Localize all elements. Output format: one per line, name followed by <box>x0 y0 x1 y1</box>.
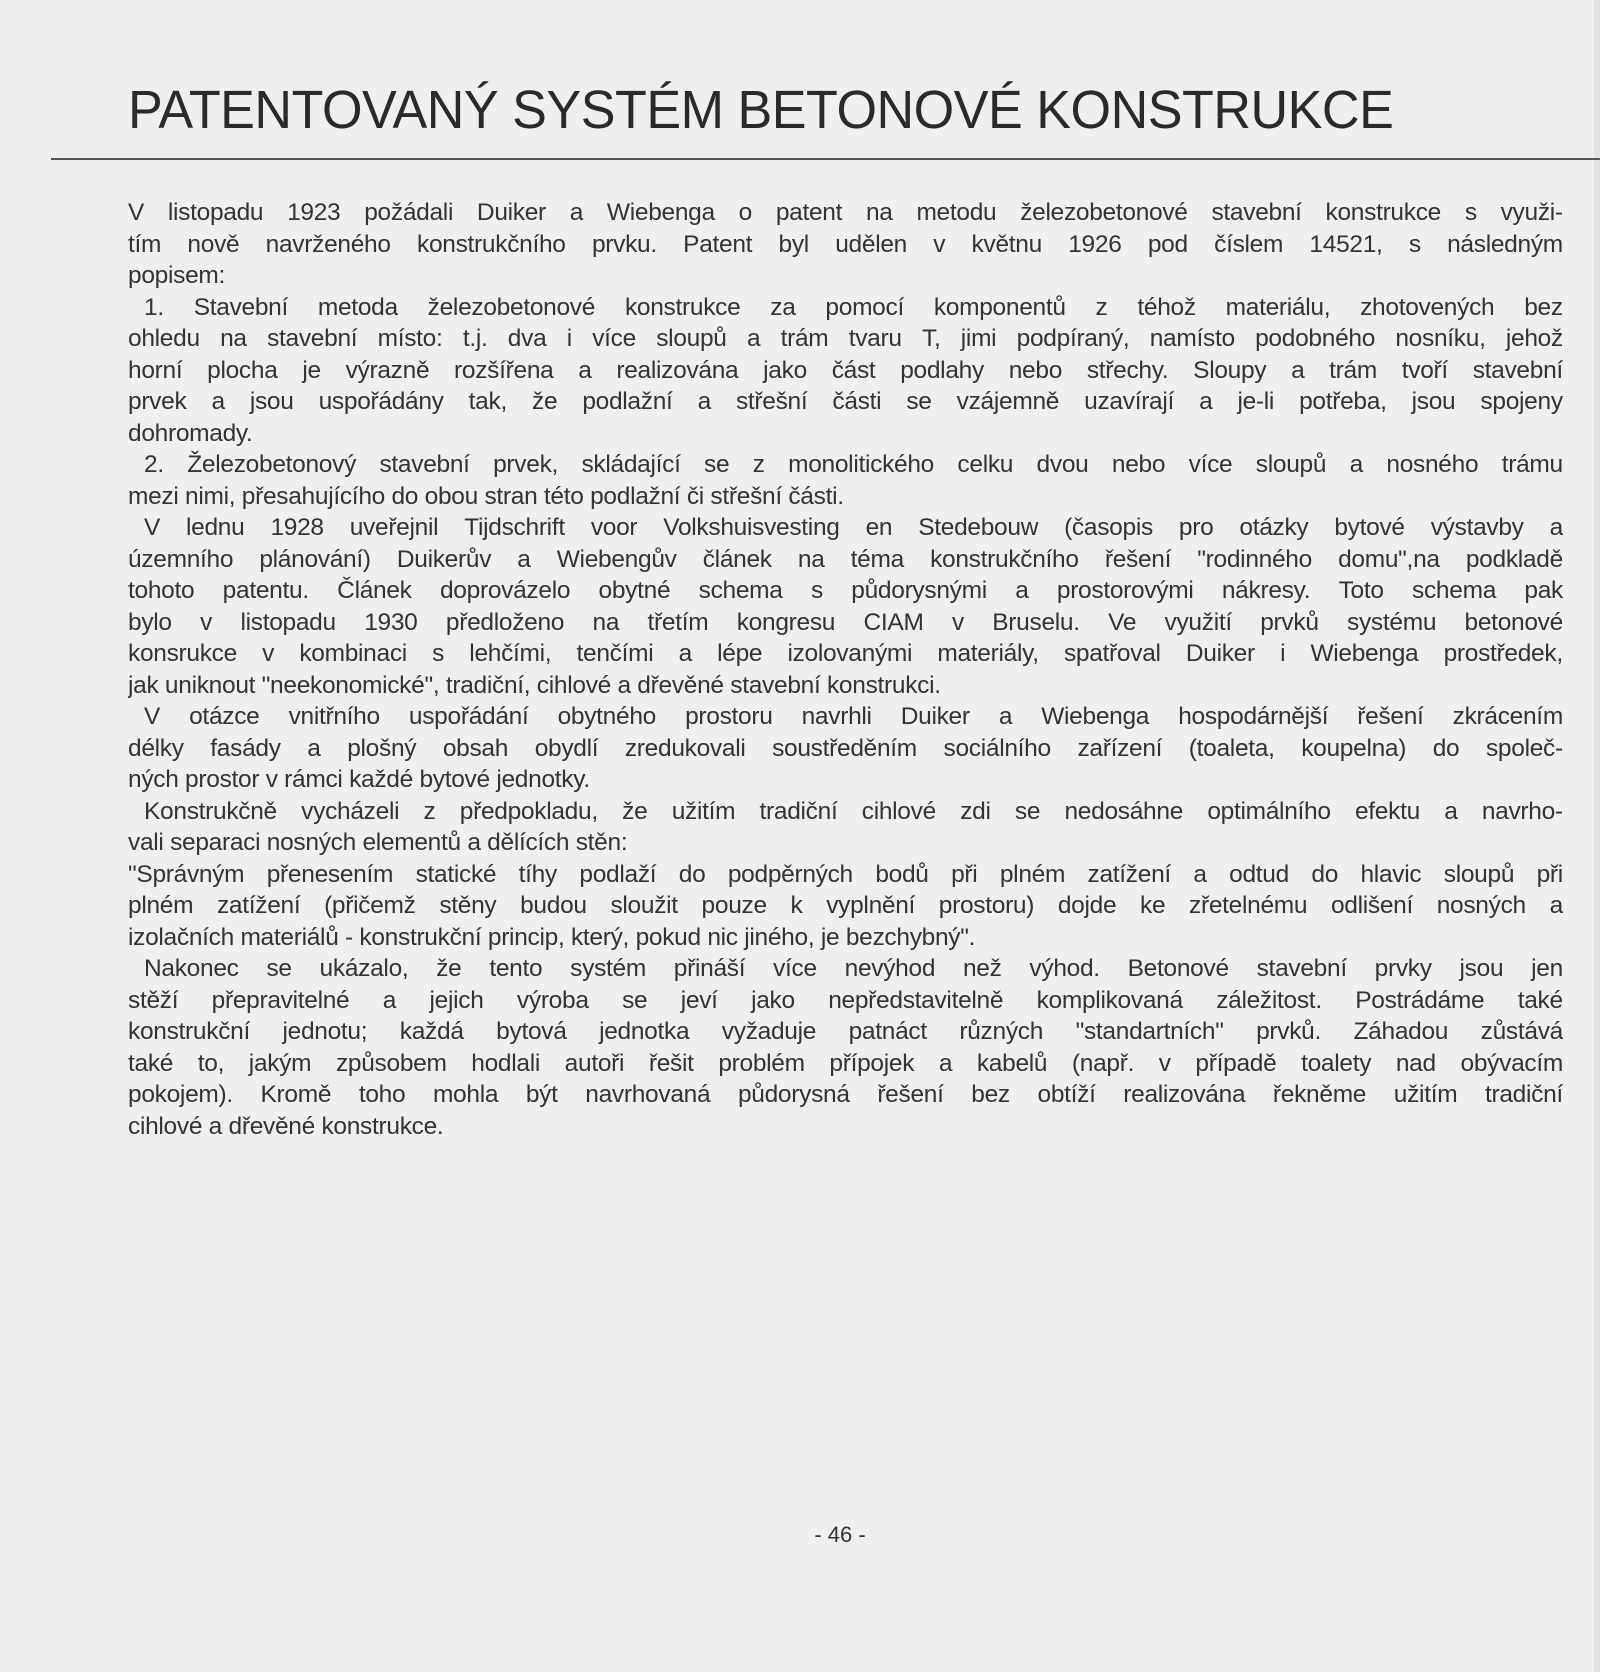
body-line: bylo v listopadu 1930 předloženo na třetím kongresu CIAM v Bruselu. Ve využití prvků systému betonové <box>128 608 1563 636</box>
page-title: PATENTOVANÝ SYSTÉM BETONOVÉ KONSTRUKCE <box>128 80 1394 140</box>
body-line: délky fasády a plošný obsah obydlí zredukovali soustředěním sociálního zařízení (toaleta, koupelna) do společ- <box>128 734 1563 762</box>
article-body <box>128 197 1563 1142</box>
body-line: 1. Stavební metoda železobetonové konstrukce za pomocí komponentů z téhož materiálu, zhotovených bez <box>144 293 1563 321</box>
body-line: cihlové a dřevěné konstrukce. <box>128 1112 444 1140</box>
body-line: mezi nimi, přesahujícího do obou stran této podlažní či střešní části. <box>128 482 844 510</box>
body-line: ných prostor v rámci každé bytové jednotky. <box>128 766 590 793</box>
body-line: územního plánování) Duikerův a Wiebengův článek na téma konstrukčního řešení "rodinného domu",na podkladě <box>128 545 1563 573</box>
page-number: - 46 - <box>814 1522 866 1547</box>
body-line: "Správným přenesením statické tíhy podlaží do podpěrných bodů při plném zatížení a odtud do hlavic sloupů při <box>128 860 1563 888</box>
body-line: 2. Železobetonový stavební prvek, skládající se z monolitického celku dvou nebo více sloupů a nosného trámu <box>144 451 1563 478</box>
body-line: Nakonec se ukázalo, že tento systém přináší více nevýhod než výhod. Betonové stavební prvky jsou jen <box>144 955 1563 982</box>
body-line: popisem: <box>128 262 226 289</box>
body-line: stěží přepravitelné a jejich výroba se jeví jako nepředstavitelně komplikovaná záležitost. Postrádáme také <box>128 986 1563 1014</box>
body-line: izolačních materiálů - konstrukční princip, který, pokud nic jiného, je bezchybný". <box>128 923 976 951</box>
body-line: V otázce vnitřního uspořádání obytného prostoru navrhli Duiker a Wiebenga hospodárnější řešení zkrácením <box>144 703 1563 730</box>
body-line: dohromady. <box>128 419 253 447</box>
body-line: tím nově navrženého konstrukčního prvku. Patent byl udělen v květnu 1926 pod číslem 14521, s následným <box>128 230 1563 258</box>
body-line: Konstrukčně vycházeli z předpokladu, že užitím tradiční cihlové zdi se nedosáhne optimálního efektu a navrho- <box>144 797 1563 825</box>
body-line: tohoto patentu. Článek doprovázelo obytné schema s půdorysnými a prostorovými nákresy. Toto schema pak <box>128 577 1563 604</box>
body-line: horní plocha je výrazně rozšířena a realizována jako část podlahy nebo střechy. Sloupy a trám tvoří stavební <box>128 356 1563 384</box>
body-line: konsrukce v kombinaci s lehčími, tenčími a lépe izolovanými materiály, spatřoval Duiker i Wiebenga prostředek, <box>128 640 1563 667</box>
page-edge <box>1594 0 1600 1672</box>
body-line: V listopadu 1923 požádali Duiker a Wiebenga o patent na metodu železobetonové stavební konstrukce s využi- <box>128 199 1563 226</box>
body-line: vali separaci nosných elementů a dělících stěn: <box>128 829 628 856</box>
title-divider <box>51 158 1600 160</box>
body-line: V lednu 1928 uveřejnil Tijdschrift voor Volkshuisvesting en Stedebouw (časopis pro otázky bytové výstavby a <box>144 514 1563 541</box>
body-line: prvek a jsou uspořádány tak, že podlažní a střešní části se vzájemně uzavírají a je-li potřeba, jsou spojeny <box>128 388 1563 415</box>
body-line: pokojem). Kromě toho mohla být navrhovaná půdorysná řešení bez obtíží realizována řekněme užitím tradiční <box>128 1081 1563 1108</box>
body-line: plném zatížení (přičemž stěny budou sloužit pouze k vyplnění prostoru) dojde ke zřetelnému odlišení nosných a <box>128 892 1563 919</box>
body-line: také to, jakým způsobem hodlali autoři řešit problém přípojek a kabelů (např. v případě toalety nad obývacím <box>128 1049 1563 1077</box>
body-line: ohledu na stavební místo: t.j. dva i více sloupů a trám tvaru T, jimi podpíraný, namísto podobného nosníku, jehož <box>128 325 1563 352</box>
body-line: konstrukční jednotu; každá bytová jednotka vyžaduje patnáct různých "standartních" prvků. Záhadou zůstává <box>128 1018 1563 1045</box>
body-line: jak uniknout "neekonomické", tradiční, cihlové a dřevěné stavební konstrukci. <box>128 671 941 699</box>
